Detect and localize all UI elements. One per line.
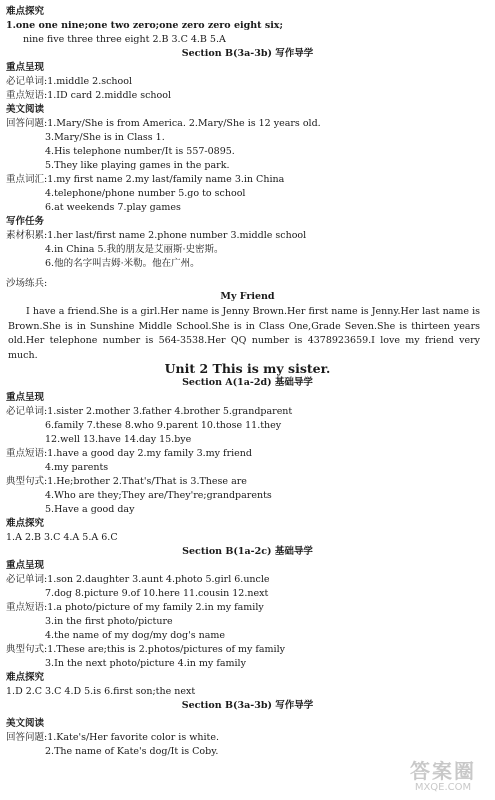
- lines2-line-10: 5.Have a good day: [45, 504, 135, 515]
- lines2-line-23: 1.D 2.C 3.C 4.D 5.is 6.first son;the next: [6, 686, 196, 697]
- lines2-line-4: 6.family 7.these 8.who 9.parent 10.those 11.they: [45, 420, 282, 431]
- lines2-line-27: 2.The name of Kate's dog/It is Coby.: [45, 746, 219, 757]
- lines-line-16: 素材积累:1.her last/first name 2.phone number 3.middle school: [6, 230, 307, 241]
- lines-line-19: 沙场练兵:: [6, 278, 48, 289]
- lines2-line-7: 4.my parents: [45, 462, 109, 473]
- lines-line-0: 难点探究: [6, 6, 45, 17]
- lines-line-5: 必记单词:1.middle 2.school: [6, 76, 133, 87]
- lines-line-17: 4.in China 5.我的朋友是艾丽斯·史密斯。: [45, 244, 224, 255]
- essay-paragraph: I have a friend.She is a girl.Her name is Jenny Brown.Her first name is Jenny.Her last name is Brown.She is in Sunshine Middle School.She is in Class One,Grade Seven.She is thirteen years old.Her telephone number is 564-3538.Her QQ number is 4378923659.I love my friend very much.: [8, 306, 480, 362]
- lines2-line-18: 3.in the first photo/picture: [45, 616, 173, 627]
- lines-line-6: 重点短语:1.ID card 2.middle school: [6, 90, 172, 101]
- lines-line-20: My Friend: [220, 291, 275, 302]
- lines2-line-6: 重点短语:1.have a good day 2.my family 3.my friend: [6, 448, 252, 459]
- lines-line-1: 1.one one nine;one two zero;one zero zero eight six;: [6, 20, 283, 31]
- lines2-line-20: 典型句式:1.These are;this is 2.photos/pictures of my family: [6, 644, 286, 655]
- lines-line-4: 重点呈现: [6, 62, 45, 73]
- lines2-line-25: 美文阅读: [6, 718, 45, 729]
- lines-line-2: nine five three three eight 2.B 3.C 4.B 5.A: [23, 34, 226, 45]
- lines2-line-9: 4.Who are they;They are/They're;grandparents: [45, 490, 272, 501]
- lines2-line-12: 1.A 2.B 3.C 4.A 5.A 6.C: [6, 532, 118, 543]
- watermark-logo: 答案圈: [410, 759, 476, 783]
- lines2-line-26: 回答问题:1.Kate's/Her favorite color is white.: [6, 732, 219, 743]
- lines-line-18: 6.他的名字叫吉姆·米勒。他在广州。: [45, 258, 200, 269]
- lines-line-14: 6.at weekends 7.play games: [45, 202, 181, 213]
- lines2-line-0: Unit 2 This is my sister.: [164, 361, 331, 376]
- lines2-line-11: 难点探究: [6, 518, 45, 529]
- watermark: [395, 760, 491, 798]
- lines-line-7: 美文阅读: [6, 104, 45, 115]
- lines2-line-8: 典型句式:1.He;brother 2.That's/That is 3.These are: [6, 476, 247, 487]
- lines-line-3: Section B(3a-3b) 写作导学: [181, 48, 314, 59]
- lines-line-15: 写作任务: [6, 216, 45, 227]
- lines2-line-24: Section B(3a-3b) 写作导学: [181, 700, 314, 711]
- lines2-line-3: 必记单词:1.sister 2.mother 3.father 4.brother 5.grandparent: [6, 406, 293, 417]
- lines2-line-5: 12.well 13.have 14.day 15.bye: [45, 434, 192, 445]
- lines-line-12: 重点词汇:1.my first name 2.my last/family name 3.in China: [6, 174, 285, 185]
- lines2-line-19: 4.the name of my dog/my dog's name: [45, 630, 226, 641]
- lines-line-13: 4.telephone/phone number 5.go to school: [45, 188, 246, 199]
- lines-line-10: 4.His telephone number/It is 557-0895.: [45, 146, 235, 157]
- lines-line-11: 5.They like playing games in the park.: [45, 160, 230, 171]
- lines-line-9: 3.Mary/She is in Class 1.: [45, 132, 165, 143]
- lines2-line-13: Section B(1a-2c) 基础导学: [182, 546, 313, 557]
- lines2-line-17: 重点短语:1.a photo/picture of my family 2.in my family: [6, 602, 264, 613]
- lines-line-8: 回答问题:1.Mary/She is from America. 2.Mary/She is 12 years old.: [6, 118, 321, 129]
- lines2-line-15: 必记单词:1.son 2.daughter 3.aunt 4.photo 5.girl 6.uncle: [6, 574, 270, 585]
- lines2-line-22: 难点探究: [6, 672, 45, 683]
- lines2-line-16: 7.dog 8.picture 9.of 10.here 11.cousin 12.next: [45, 588, 269, 599]
- watermark-url: MXQE.COM: [414, 782, 472, 793]
- lines2-line-21: 3.In the next photo/picture 4.in my family: [45, 658, 246, 669]
- lines2-line-2: 重点呈现: [6, 392, 45, 403]
- lines2-line-14: 重点呈现: [6, 560, 45, 571]
- lines2-line-1: Section A(1a-2d) 基础导学: [182, 377, 313, 388]
